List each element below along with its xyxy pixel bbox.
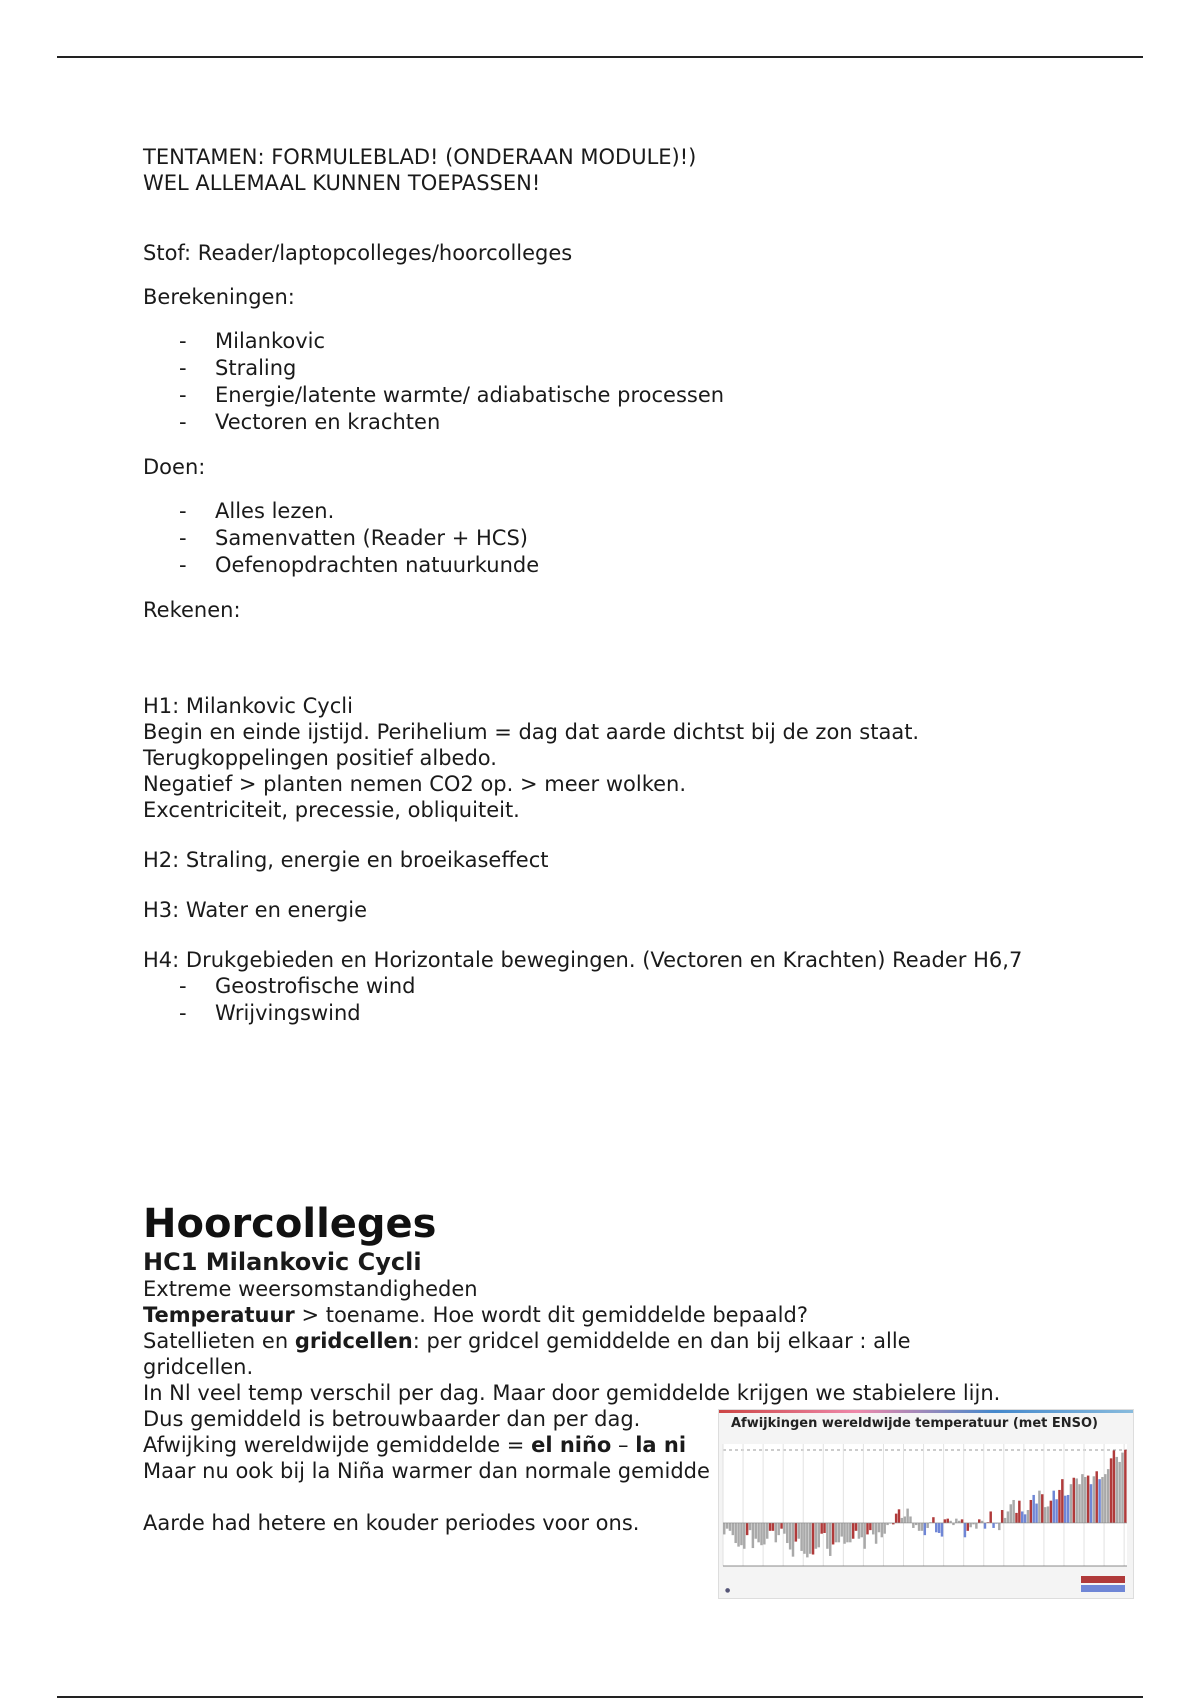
list-item: - Samenvatten (Reader + HCS) <box>179 526 528 550</box>
bar-1946 <box>912 1523 914 1528</box>
bar-2006 <box>1084 1477 1086 1523</box>
bar-1979 <box>1007 1511 1009 1522</box>
bar-1991 <box>1041 1494 1043 1523</box>
page-bottom-rule <box>57 1696 1143 1698</box>
chart-title: Afwijkingen wereldwijde temperatuur (met ENSO) <box>731 1416 1098 1431</box>
chart-plot <box>719 1410 1133 1598</box>
bar-1950 <box>924 1523 926 1535</box>
legend-swatch-el-nino <box>1081 1576 1125 1583</box>
bar-1961 <box>955 1519 957 1523</box>
bar-2011 <box>1098 1479 1100 1523</box>
berekeningen-label: Berekeningen: <box>143 285 295 309</box>
temperature-anomaly-chart <box>718 1409 1134 1599</box>
list-item: - Vectoren en krachten <box>179 410 441 434</box>
bar-1983 <box>1018 1501 1020 1523</box>
bar-1907 <box>800 1523 802 1551</box>
bar-1968 <box>975 1523 977 1529</box>
bar-1895 <box>766 1523 768 1539</box>
bar-1900 <box>780 1523 782 1529</box>
doen-list <box>143 498 1073 579</box>
bar-1932 <box>872 1523 874 1534</box>
bar-1936 <box>883 1523 885 1534</box>
hc1-heading: HC1 Milankovic Cycli <box>143 1248 422 1276</box>
bar-1909 <box>806 1523 808 1557</box>
section-heading: Hoorcolleges <box>143 1201 437 1247</box>
notes-body <box>143 144 1073 1027</box>
bar-2017 <box>1116 1457 1118 1523</box>
bar-1960 <box>952 1523 954 1525</box>
bar-1934 <box>878 1523 880 1532</box>
bar-1883 <box>732 1523 734 1535</box>
bar-1891 <box>755 1523 757 1539</box>
bar-1971 <box>984 1523 986 1529</box>
bar-1881 <box>726 1523 728 1529</box>
hc1-line-8: Aarde had hetere en kouder periodes voor ons. <box>143 1511 640 1535</box>
stof-line: Stof: Reader/laptopcolleges/hoorcolleges <box>143 241 573 265</box>
bar-1915 <box>823 1523 825 1533</box>
bar-1976 <box>998 1523 1000 1530</box>
bar-1943 <box>904 1516 906 1522</box>
bar-2010 <box>1095 1471 1097 1523</box>
bar-2014 <box>1107 1469 1109 1523</box>
bar-1940 <box>895 1514 897 1523</box>
bar-1957 <box>944 1519 946 1523</box>
bar-2020 <box>1124 1450 1126 1523</box>
hc1-line-6: Afwijking wereldwijde gemiddelde = el niño – la ni <box>143 1433 687 1457</box>
bar-1944 <box>906 1509 908 1523</box>
bar-2012 <box>1101 1477 1103 1523</box>
bar-1962 <box>958 1521 960 1523</box>
list-item: - Milankovic <box>179 329 326 353</box>
bar-1945 <box>909 1516 911 1522</box>
bar-1964 <box>964 1523 966 1537</box>
noaa-logo-icon: ● <box>725 1587 731 1594</box>
bar-1994 <box>1050 1501 1052 1523</box>
list-item: - Oefenopdrachten natuurkunde <box>179 553 540 577</box>
bar-1929 <box>863 1523 865 1549</box>
bar-1906 <box>798 1523 800 1539</box>
bar-1954 <box>935 1523 937 1532</box>
bar-2015 <box>1110 1458 1112 1523</box>
bar-1927 <box>858 1523 860 1539</box>
bar-1893 <box>760 1523 762 1545</box>
hc1-line-2: Temperatuur > toename. Hoe wordt dit gemiddelde bepaald? <box>143 1303 808 1327</box>
bar-1965 <box>967 1523 969 1531</box>
bar-1917 <box>829 1523 831 1556</box>
bar-1988 <box>1032 1495 1034 1523</box>
bar-1995 <box>1053 1491 1055 1523</box>
bar-1921 <box>840 1523 842 1537</box>
bar-1925 <box>852 1523 854 1539</box>
bar-2004 <box>1078 1484 1080 1523</box>
bar-1884 <box>734 1523 736 1543</box>
list-item: - Wrijvingswind <box>179 1001 361 1025</box>
bar-2005 <box>1081 1474 1083 1523</box>
bar-1889 <box>749 1523 751 1530</box>
bar-1966 <box>969 1523 971 1527</box>
bar-1998 <box>1061 1479 1063 1523</box>
bar-1933 <box>875 1523 877 1544</box>
bar-1931 <box>869 1523 871 1530</box>
bar-1986 <box>1027 1510 1029 1523</box>
h1-line-2: Terugkoppelingen positief albedo. <box>143 746 497 770</box>
bar-1949 <box>921 1523 923 1531</box>
h1-line-1: Begin en einde ijstijd. Perihelium = dag dat aarde dichtst bij de zon staat. <box>143 720 920 744</box>
bar-1963 <box>961 1519 963 1523</box>
hc1-line-7: Maar nu ook bij la Niña warmer dan normale gemidde <box>143 1459 710 1483</box>
bar-1896 <box>769 1523 771 1531</box>
bar-1999 <box>1064 1496 1066 1523</box>
bar-1922 <box>843 1523 845 1544</box>
bar-1880 <box>723 1523 725 1534</box>
bar-1951 <box>926 1523 928 1528</box>
bar-1913 <box>818 1523 820 1547</box>
bar-2003 <box>1075 1478 1077 1522</box>
bar-1911 <box>812 1523 814 1555</box>
bar-2008 <box>1090 1484 1092 1523</box>
bar-1919 <box>835 1523 837 1542</box>
h4-list <box>143 973 1073 1027</box>
bar-1930 <box>866 1523 868 1534</box>
h4-title: H4: Drukgebieden en Horizontale bewegingen. (Vectoren en Krachten) Reader H6,7 <box>143 948 1023 972</box>
bar-2013 <box>1104 1474 1106 1523</box>
bar-1908 <box>803 1523 805 1554</box>
bar-1904 <box>792 1523 794 1557</box>
bar-1888 <box>746 1523 748 1535</box>
bar-1980 <box>1010 1504 1012 1523</box>
bar-1923 <box>846 1523 848 1542</box>
bar-2000 <box>1067 1495 1069 1523</box>
bar-1910 <box>809 1523 811 1554</box>
bar-1885 <box>737 1523 739 1547</box>
bar-2009 <box>1093 1476 1095 1523</box>
bar-1935 <box>881 1523 883 1537</box>
h1-title: H1: Milankovic Cycli <box>143 694 353 718</box>
bar-1892 <box>757 1523 759 1542</box>
bar-1992 <box>1044 1507 1046 1523</box>
bar-1981 <box>1012 1500 1014 1523</box>
bar-1928 <box>861 1523 863 1537</box>
bar-1899 <box>777 1523 779 1535</box>
h1-line-3: Negatief > planten nemen CO2 op. > meer wolken. <box>143 772 687 796</box>
list-item: - Geostrofische wind <box>179 974 416 998</box>
bar-2007 <box>1087 1476 1089 1523</box>
bar-1993 <box>1047 1506 1049 1523</box>
bar-1924 <box>849 1523 851 1542</box>
bar-1890 <box>752 1523 754 1548</box>
bar-1897 <box>772 1523 774 1531</box>
bar-2001 <box>1070 1484 1072 1523</box>
bar-1974 <box>992 1523 994 1528</box>
bar-1886 <box>740 1523 742 1545</box>
list-item: - Alles lezen. <box>179 499 335 523</box>
intro-line-2: WEL ALLEMAAL KUNNEN TOEPASSEN! <box>143 171 541 195</box>
bar-1914 <box>820 1523 822 1534</box>
bar-1918 <box>832 1523 834 1545</box>
bar-2016 <box>1113 1450 1115 1522</box>
bar-1926 <box>855 1523 857 1531</box>
intro-line-1: TENTAMEN: FORMULEBLAD! (ONDERAAN MODULE)!) <box>143 145 697 169</box>
bar-1978 <box>1004 1518 1006 1523</box>
bar-1903 <box>789 1523 791 1550</box>
bar-1977 <box>1001 1510 1003 1523</box>
list-item: - Straling <box>179 356 297 380</box>
bar-1882 <box>729 1523 731 1531</box>
bar-1920 <box>838 1523 840 1542</box>
hc1-line-4: In Nl veel temp verschil per dag. Maar door gemiddelde krijgen we stabielere lijn. <box>143 1381 1001 1405</box>
bar-1905 <box>795 1523 797 1542</box>
h3-title: H3: Water en energie <box>143 898 368 922</box>
bar-1937 <box>886 1523 888 1525</box>
bar-1989 <box>1035 1504 1037 1523</box>
bar-1958 <box>946 1519 948 1523</box>
bar-1901 <box>783 1523 785 1534</box>
bar-1941 <box>898 1509 900 1523</box>
hc1-line-1: Extreme weersomstandigheden <box>143 1277 478 1301</box>
bar-1969 <box>978 1519 980 1523</box>
bar-1902 <box>786 1523 788 1543</box>
chart-legend <box>1081 1576 1125 1592</box>
bar-1948 <box>918 1523 920 1531</box>
bar-2018 <box>1118 1462 1120 1523</box>
berekeningen-list <box>143 328 1073 436</box>
bar-1973 <box>989 1511 991 1522</box>
bar-1894 <box>763 1523 765 1545</box>
bar-2002 <box>1073 1478 1075 1523</box>
hc1-line-3: Satellieten en gridcellen: per gridcel gemiddelde en dan bij elkaar : alle gridcellen. <box>143 1329 911 1379</box>
bar-1912 <box>815 1523 817 1549</box>
bar-1982 <box>1015 1513 1017 1523</box>
bar-1997 <box>1058 1490 1060 1523</box>
page-top-rule <box>57 56 1143 58</box>
bar-1996 <box>1055 1499 1057 1523</box>
hc1-line-5: Dus gemiddeld is betrouwbaarder dan per dag. <box>143 1407 641 1431</box>
bar-1987 <box>1030 1500 1032 1523</box>
bar-1970 <box>981 1521 983 1523</box>
doen-label: Doen: <box>143 455 206 479</box>
bar-1985 <box>1024 1514 1026 1523</box>
bar-1887 <box>743 1523 745 1549</box>
bar-1984 <box>1021 1511 1023 1522</box>
bar-1959 <box>949 1521 951 1523</box>
bar-1947 <box>915 1523 917 1525</box>
legend-swatch-la-nina <box>1081 1585 1125 1592</box>
bar-1956 <box>941 1523 943 1537</box>
rekenen-label: Rekenen: <box>143 598 241 622</box>
bar-1916 <box>826 1523 828 1549</box>
bar-1955 <box>938 1523 940 1533</box>
bar-2019 <box>1121 1453 1123 1523</box>
bar-1942 <box>901 1518 903 1523</box>
bar-1953 <box>932 1517 934 1523</box>
list-item: - Energie/latente warmte/ adiabatische processen <box>179 383 725 407</box>
bar-1990 <box>1038 1491 1040 1523</box>
bar-1898 <box>775 1523 777 1542</box>
h1-line-4: Excentriciteit, precessie, obliquiteit. <box>143 798 520 822</box>
h2-title: H2: Straling, energie en broeikaseffect <box>143 848 549 872</box>
